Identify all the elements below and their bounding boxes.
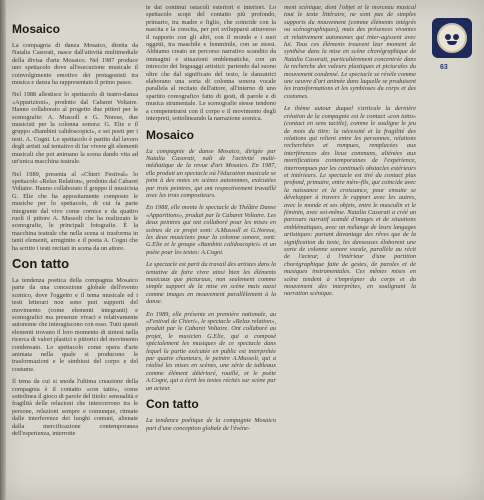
paragraph: ment scénique, dont l'objet et le morceau musical tout le texte littéraire, ne sont pas de simples supports du mouvement (comme éléments intégrés ou scénographiques), mais des présences vivantes et relativement autonomes qui inter-agissent avec lui. Tous ces éléments trouvent leur moment de synthèse dans la mise en scène chorégraphique de Natalia Casorati, particulièrement concentrée dans la recherche des valeurs plastiques et picturales du mouvement condensé. Le spectacle se révèle comme une oeuvre d'art animée dans laquelle se produisent les transformations et les symbioses du corps et des costumes.: [284, 4, 416, 100]
paragraph: Le thème autour duquel s'articule la dernière création de la compagnie est le contact «con tatto» (contact en sens tactile), comme le souligne le jeu de mots du titre: la nécessité et la fragilité des relations qui relient entre les personnes, relations recherchées et rompues, remplacées aux interférences des lieux communs, aliénées aux mortifications contemporaines de l'expérience, interrompues par les continuels obstacles extérieurs et intérieurs. Le spectacle est tiré du contact plus profond, primaire, entre mère-fils, qui coïncide avec la naissance et la croissance, pour ensuite se développer à travers le rapport avec les autres, avec le monde et ses objets, entre le masculin et le féminin, avec soi-même. Natalia Casorati a créé un parcours narratif scandé d'images et de situations emblématiques, avec un mélange de leurs langages artistiques: partant davantage des rêves que de la signification du texte, les danseuses élaborent une sorte de colonne sonore vocale, parallèle au récit de l'acteur, à l'intérieur d'une partition chorégraphique faite de gestes, de paroles et de musiques instrumentales. Ces mêmes mises en scène tendent à s'imprégner du corps et du mouvement des interprètes, en soulignant la narration scénique.: [284, 105, 416, 298]
paragraph: Le spectacle est parti du travail des artistes dans la tentative de faire vivre ainsi bien les éléments musicaux que picturaux, non seulement comme simple support de la mise en scène mais aussi comme images en mouvement parallèlement à la danse.: [146, 261, 276, 306]
book-gutter: [0, 0, 6, 500]
section-heading-con-tatto-fr: Con tatto: [146, 397, 199, 412]
section-heading-con-tatto: Con tatto: [12, 255, 70, 271]
paragraph: Nel 1988 allestisce lo spettacolo di teatro-danza «Apparizioni», prodotto dal Cabaret Voltaire. Hanno collaborato al progetto due pittori per le scenografie: A. Mussoll e G. Norese, due musicisti per la colonna sonora: G. Elie e il gruppo «Bambini calidoscopici», e sei poeti per i testi. A. Cogni. Lo spettacolo è partito dal lavoro degli artisti sul tentativo di far vivere gli elementi musicali che poi animano la scena dando vita ad un'unica macchina teatrale.: [12, 91, 138, 166]
mask-eye-left: [445, 34, 451, 40]
theatre-mask-icon: [432, 18, 472, 58]
paragraph: En 1988, elle monte le spectacle de Théâtre Danse «Apparitions», produit par le Cabaret Voltaire. Les deux peintres qui ont collaboré pour les mises en scènes de ce projet sont: A.Mussoll et G.Norese, les deux musiciens pour la colonne sonore, sont: G.Elie et le groupe «Bambini calidoscopici» et un poète pour les textes: A.Cogni.: [146, 204, 276, 256]
mask-mouth: [447, 41, 457, 45]
paragraph: En 1989, elle présente en première nationale, au «Festival de Chieri», le spectacle «Relax relation», produit par le Cabaret Voltaire. Ont collaboré au projet, le musicien G.Elie, qui a composé spécialement les musiques de ce spectacle dans lequel la partie exécutée en public est interprétée par quatre chanteurs, le peintre A.Mussoli, qui a réalisé les mises en scènes, une série de tableaux comme élément détérioré, rouillé, et le poète A.Cogni, qui a écrit les textes récités sur scène par un acteur.: [146, 310, 276, 392]
mask-eye-right: [453, 34, 459, 40]
paragraph: La tendance poétique de la compagnie Mosaico part d'une conception globale de l'événe-: [146, 417, 276, 432]
section-heading-mosaico: Mosaico: [12, 22, 61, 36]
page-number: 63: [440, 64, 448, 71]
column-mixed: [146, 4, 276, 482]
paragraph: La compagnie de danse Mosaico, dirigée par Natalia Casorati, naît de l'activité multi-médiatique de la revue d'art Mosaico. En 1987, elle produit un spectacle où l'éducation musicale se joint à des notes en scènes autonomes, exécutées par trois peintres, qui ont respectivement travaillé avec les trois compositeurs.: [146, 147, 276, 199]
paragraph: te dai continui ostacoli esteriori e interiori. Lo spettacolo scopi del contatto più profondo, primario, tra madre e figlio, che coincide con la nascita e la crescita, per poi svilupparsi attraverso il rapporto con gli altri, con il mondo e i suoi oggetti, tra maschile e femminile, con se stessi. Abbiamo creato un percorso narrativo scandito da immagini e situazioni emblematiche, con un intreccio dei linguaggi artistici: partendo dal suono oltre che dal significato del testo, le danzatrici elaborano una sorta di colonna sonora vocale parallela al recitato dell'attore, all'interno di uno spartito coreografico fatto di gesti, di parole e di musica strumentale. Le scenografie stesse tendono a compenetrarsi con il corpo e il movimento degli interpreti, sottolineando la narrazione scenica.: [146, 4, 276, 123]
paragraph: La tendenza poetica della compagnia Mosaico parte da una concezione globale dell'evento scenico, dove l'oggetto e il tema musicale ed i testi letterari non sono puri supporti del movimento (come elementi integranti) e scenografici ma presenze vivaci e relativamente autonome che interagiscono con esso. Tutti questi elementi trovano il loro momento di sintesi nella ricerca di valori plastici e pittorici del movimento condensato. Lo spettacolo come opera d'arte animata nella quale si producono le trasformazioni e le simbiosi del corpo e del costume.: [12, 276, 138, 373]
section-heading-mosaico-fr: Mosaico: [146, 127, 195, 142]
paragraph: Il tema da cui si snoda l'ultima creazione della compagnia è il contatto «con tatto», come sottolinea il gioco di parole del titolo: sensualità e fragilità delle relazioni che intercorrono tra le persone, relazioni sempre e comunque, ritmate dalle interferenze dei luoghi comuni, alienate dalla mercificazione contemporanea dell'esperienza, interrotte: [12, 378, 138, 438]
paragraph: Nel 1989, presenta al «Chieri Festival» lo spettacolo «Relax Relation», prodotto dal Cabaret Voltaire. Hanno collaborato il gruppo il musicista G. Elie che ha appositamente composto le musiche per lo spettacolo, di cui fa parte integrante dal vivo come cornice e da quattro ruoli il pittore A. Mussoli che ha realizzato le scenografie, le principali fotografie. È la macchina teatrale che nella scena si trasforma in tanti elementi, arruginito e il poeta A. Cogni che ha scritto i testi recitati in scena da un attore.: [12, 170, 138, 252]
mask-face: [437, 23, 467, 53]
column-italian: [12, 20, 138, 498]
paragraph: La compagnia di danza Mosaico, diretta da Natalia Casorati, nasce dall'attività multimediale della divisa d'arte Mosaico. Nel 1987 produce uno spettacolo dove all'esecuzione musicale il coinvolgimento emotivo dei protagonisti tra musica e danza ha rappresentato il primo passo.: [12, 42, 138, 87]
column-french: [284, 4, 416, 482]
